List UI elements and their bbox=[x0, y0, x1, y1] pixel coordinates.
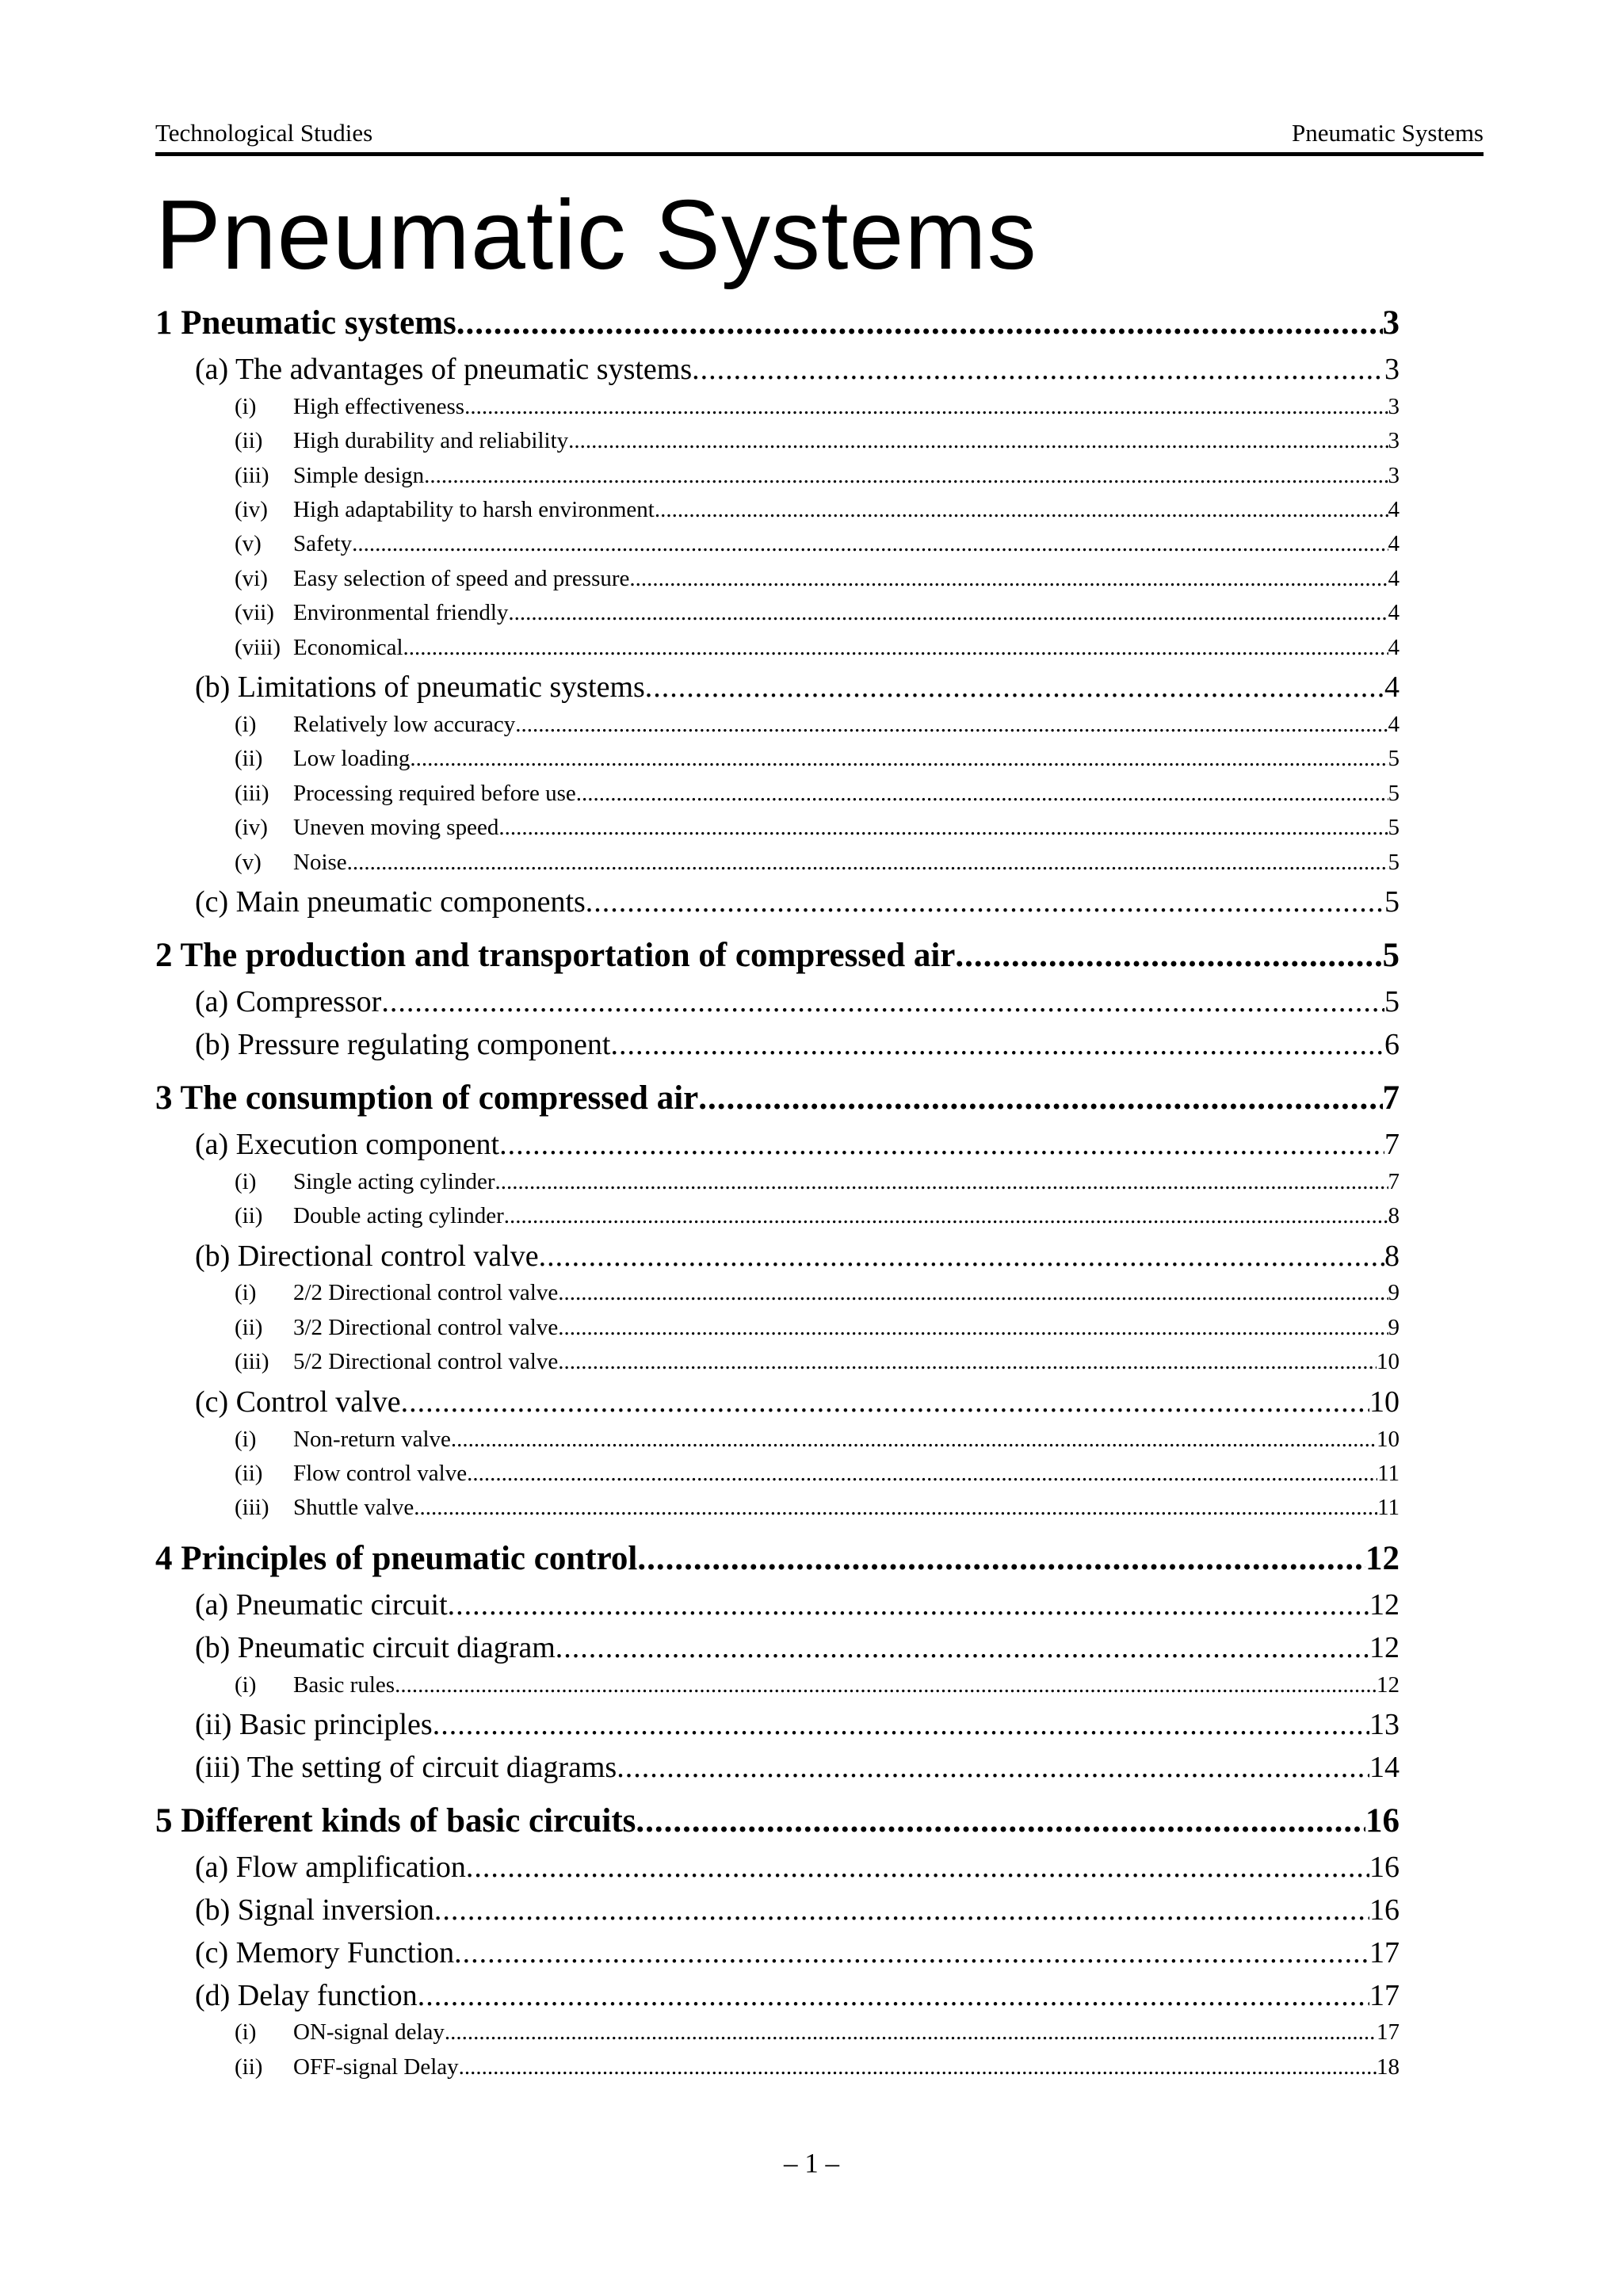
toc-dot-leader bbox=[352, 527, 1388, 560]
toc-entry-label: 5 Different kinds of basic circuits bbox=[155, 1802, 636, 1840]
toc-entry-level3[interactable] bbox=[235, 493, 1400, 526]
toc-entry-label: Economical bbox=[293, 634, 403, 660]
toc-entry-level2[interactable] bbox=[195, 883, 1400, 921]
toc-dot-leader bbox=[692, 350, 1384, 388]
toc-page-number: 10 bbox=[1369, 1385, 1400, 1419]
toc-entry-numeral: (v) bbox=[235, 531, 262, 557]
toc-page-number: 3 bbox=[1388, 393, 1400, 419]
toc-entry-label: 2/2 Directional control valve bbox=[293, 1280, 559, 1306]
toc-entry-level1[interactable] bbox=[155, 934, 1400, 978]
toc-dot-leader bbox=[381, 983, 1384, 1021]
toc-entry-label: 3/2 Directional control valve bbox=[293, 1314, 559, 1340]
toc-entry-label: Easy selection of speed and pressure bbox=[293, 565, 630, 591]
toc-entry-level3[interactable] bbox=[235, 596, 1400, 629]
toc-dot-leader bbox=[556, 1629, 1369, 1667]
toc-dot-leader bbox=[955, 934, 1382, 978]
toc-page-number: 4 bbox=[1388, 565, 1400, 591]
toc-dot-leader bbox=[610, 1026, 1384, 1064]
toc-dot-leader bbox=[636, 1799, 1365, 1843]
toc-page-number: 16 bbox=[1369, 1851, 1400, 1885]
toc-entry-label: Processing required before use bbox=[293, 780, 576, 806]
toc-entry-label: (b) Pneumatic circuit diagram bbox=[195, 1631, 556, 1665]
toc-entry-numeral: (i) bbox=[235, 1671, 257, 1698]
toc-page-number: 5 bbox=[1388, 815, 1400, 841]
toc-page-number: 4 bbox=[1388, 600, 1400, 626]
toc-page-number: 17 bbox=[1369, 1978, 1400, 2012]
toc-dot-leader bbox=[401, 1383, 1369, 1421]
toc-entry-label: (a) Flow amplification bbox=[195, 1851, 466, 1885]
toc-dot-leader bbox=[414, 1491, 1377, 1524]
toc-entry-label: Relatively low accuracy bbox=[293, 711, 516, 737]
toc-entry-level2[interactable] bbox=[195, 1934, 1400, 1972]
toc-page-number: 5 bbox=[1382, 937, 1400, 975]
toc-entry-level3[interactable] bbox=[235, 1668, 1400, 1702]
toc-dot-leader bbox=[459, 2050, 1377, 2084]
toc-entry-label: (a) Execution component bbox=[195, 1128, 500, 1162]
toc-entry-label: (iii) The setting of circuit diagrams bbox=[195, 1751, 617, 1785]
toc-dot-leader bbox=[467, 1457, 1377, 1490]
toc-page-number: 17 bbox=[1369, 1935, 1400, 1969]
toc-entry-label: Single acting cylinder bbox=[293, 1168, 495, 1194]
toc-entry-label: Shuttle valve bbox=[293, 1495, 414, 1521]
toc-entry-level3[interactable] bbox=[235, 811, 1400, 844]
toc-page-number: 3 bbox=[1388, 462, 1400, 488]
toc-entry-numeral: (ii) bbox=[235, 2053, 263, 2080]
toc-page-number: 4 bbox=[1388, 531, 1400, 557]
toc-dot-leader bbox=[410, 742, 1388, 775]
toc-entry-level2[interactable] bbox=[195, 668, 1400, 706]
toc-dot-leader bbox=[576, 777, 1388, 810]
toc-entry-numeral: (ii) bbox=[235, 1314, 263, 1340]
toc-page-number: 16 bbox=[1365, 1802, 1400, 1840]
toc-entry-level3[interactable] bbox=[235, 2015, 1400, 2049]
toc-entry-label: Flow control valve bbox=[293, 1460, 468, 1486]
toc-dot-leader bbox=[539, 1237, 1384, 1275]
toc-entry-numeral: (ii) bbox=[235, 428, 263, 454]
toc-entry-label: OFF-signal Delay bbox=[293, 2053, 459, 2080]
toc-page-number: 14 bbox=[1369, 1751, 1400, 1785]
toc-dot-leader bbox=[451, 1423, 1377, 1456]
toc-page-number: 11 bbox=[1377, 1495, 1400, 1521]
toc-entry-numeral: (iii) bbox=[235, 462, 269, 488]
document-title: Pneumatic Systems bbox=[155, 181, 1037, 290]
toc-dot-leader bbox=[698, 1076, 1382, 1121]
toc-entry-numeral: (i) bbox=[235, 393, 257, 419]
toc-page-number: 4 bbox=[1388, 634, 1400, 660]
toc-entry-label: (b) Limitations of pneumatic systems bbox=[195, 670, 645, 705]
toc-entry-numeral: (iii) bbox=[235, 1349, 269, 1375]
toc-dot-leader bbox=[418, 1977, 1369, 2015]
toc-entry-label: Uneven moving speed bbox=[293, 815, 499, 841]
toc-page-number: 10 bbox=[1377, 1349, 1400, 1375]
toc-entry-numeral: (v) bbox=[235, 849, 262, 875]
toc-page-number: 7 bbox=[1388, 1168, 1400, 1194]
toc-dot-leader bbox=[434, 1891, 1369, 1929]
toc-entry-level3[interactable] bbox=[235, 527, 1400, 560]
toc-page-number: 6 bbox=[1384, 1028, 1400, 1062]
toc-entry-level2[interactable] bbox=[195, 1629, 1400, 1667]
toc-entry-level1[interactable] bbox=[155, 301, 1400, 346]
toc-dot-leader bbox=[498, 811, 1388, 844]
toc-page-number: 8 bbox=[1384, 1239, 1400, 1273]
toc-entry-numeral: (i) bbox=[235, 711, 257, 737]
toc-entry-label: Low loading bbox=[293, 746, 411, 772]
running-header bbox=[155, 116, 1484, 156]
toc-entry-level2[interactable] bbox=[195, 1237, 1400, 1275]
toc-dot-leader bbox=[395, 1668, 1377, 1702]
toc-entry-label: 1 Pneumatic systems bbox=[155, 304, 456, 342]
toc-dot-leader bbox=[637, 1537, 1365, 1581]
toc-entry-label: Basic rules bbox=[293, 1671, 395, 1698]
toc-entry-numeral: (i) bbox=[235, 1168, 257, 1194]
toc-entry-numeral: (i) bbox=[235, 1280, 257, 1306]
toc-page-number: 12 bbox=[1365, 1540, 1400, 1578]
toc-entry-level3[interactable] bbox=[235, 742, 1400, 775]
toc-page-number: 18 bbox=[1377, 2053, 1400, 2080]
toc-entry-label: Noise bbox=[293, 849, 347, 875]
toc-entry-label: (b) Pressure regulating component bbox=[195, 1028, 611, 1062]
toc-page-number: 10 bbox=[1377, 1426, 1400, 1452]
toc-entry-label: 3 The consumption of compressed air bbox=[155, 1079, 699, 1117]
toc-dot-leader bbox=[445, 2015, 1377, 2049]
toc-dot-leader bbox=[508, 596, 1388, 629]
toc-entry-level3[interactable] bbox=[235, 708, 1400, 741]
toc-entry-level3[interactable] bbox=[235, 1311, 1400, 1344]
toc-dot-leader bbox=[456, 301, 1383, 346]
toc-page-number: 17 bbox=[1377, 2019, 1400, 2046]
toc-dot-leader bbox=[499, 1125, 1384, 1163]
toc-entry-label: (ii) Basic principles bbox=[195, 1708, 433, 1742]
toc-dot-leader bbox=[433, 1706, 1369, 1744]
toc-page-number: 5 bbox=[1384, 885, 1400, 919]
toc-entry-numeral: (ii) bbox=[235, 1460, 263, 1486]
toc-entry-numeral: (vi) bbox=[235, 565, 268, 591]
toc-dot-leader bbox=[655, 493, 1388, 526]
toc-entry-label: (b) Directional control valve bbox=[195, 1239, 539, 1273]
toc-entry-label: Double acting cylinder bbox=[293, 1203, 504, 1229]
toc-entry-label: Environmental friendly bbox=[293, 600, 509, 626]
toc-entry-numeral: (iii) bbox=[235, 780, 269, 806]
toc-entry-level3[interactable] bbox=[235, 2050, 1400, 2084]
toc-entry-level3[interactable] bbox=[235, 424, 1400, 457]
header-right-text: Pneumatic Systems bbox=[1292, 119, 1484, 147]
toc-page-number: 11 bbox=[1377, 1460, 1400, 1486]
toc-dot-leader bbox=[586, 883, 1384, 921]
toc-entry-label: (a) Pneumatic circuit bbox=[195, 1588, 448, 1622]
toc-entry-label: Non-return valve bbox=[293, 1426, 451, 1452]
toc-dot-leader bbox=[558, 1311, 1388, 1344]
toc-dot-leader bbox=[424, 459, 1388, 492]
toc-entry-level2[interactable] bbox=[195, 1891, 1400, 1929]
toc-entry-level2[interactable] bbox=[195, 350, 1400, 388]
toc-page-number: 4 bbox=[1384, 670, 1400, 705]
toc-page-number: 16 bbox=[1369, 1893, 1400, 1927]
toc-dot-leader bbox=[403, 631, 1388, 664]
toc-entry-level3[interactable] bbox=[235, 1457, 1400, 1490]
toc-entry-label: (d) Delay function bbox=[195, 1978, 418, 2012]
toc-page-number: 12 bbox=[1369, 1631, 1400, 1665]
toc-entry-level3[interactable] bbox=[235, 1491, 1400, 1524]
toc-dot-leader bbox=[645, 668, 1384, 706]
toc-entry-label: Simple design bbox=[293, 462, 425, 488]
toc-entry-level2[interactable] bbox=[195, 1383, 1400, 1421]
toc-entry-level2[interactable] bbox=[195, 1848, 1400, 1886]
toc-page-number: 12 bbox=[1377, 1671, 1400, 1698]
toc-entry-level3[interactable] bbox=[235, 1276, 1400, 1309]
toc-dot-leader bbox=[464, 390, 1388, 423]
toc-dot-leader bbox=[558, 1345, 1377, 1378]
toc-page-number: 8 bbox=[1388, 1203, 1400, 1229]
toc-entry-label: Safety bbox=[293, 531, 353, 557]
toc-entry-level1[interactable] bbox=[155, 1799, 1400, 1843]
toc-page-number: 5 bbox=[1388, 780, 1400, 806]
toc-dot-leader bbox=[617, 1748, 1369, 1786]
toc-page-number: 4 bbox=[1388, 496, 1400, 522]
toc-entry-label: 2 The production and transportation of compressed air bbox=[155, 937, 956, 975]
toc-entry-level2[interactable] bbox=[195, 1748, 1400, 1786]
toc-entry-label: (c) Memory Function bbox=[195, 1935, 455, 1969]
toc-entry-level3[interactable] bbox=[235, 1199, 1400, 1232]
toc-entry-level3[interactable] bbox=[235, 459, 1400, 492]
toc-dot-leader bbox=[558, 1276, 1388, 1309]
toc-page-number: 4 bbox=[1388, 711, 1400, 737]
toc-entry-level3[interactable] bbox=[235, 1423, 1400, 1456]
toc-entry-numeral: (ii) bbox=[235, 1203, 263, 1229]
toc-entry-numeral: (vii) bbox=[235, 600, 274, 626]
toc-entry-label: (b) Signal inversion bbox=[195, 1893, 434, 1927]
toc-page-number: 3 bbox=[1382, 304, 1400, 342]
toc-entry-level1[interactable] bbox=[155, 1076, 1400, 1121]
toc-entry-level2[interactable] bbox=[195, 1706, 1400, 1744]
toc-entry-level3[interactable] bbox=[235, 1345, 1400, 1378]
toc-dot-leader bbox=[629, 562, 1388, 595]
toc-entry-numeral: (i) bbox=[235, 1426, 257, 1452]
toc-page-number: 7 bbox=[1384, 1128, 1400, 1162]
toc-entry-level3[interactable] bbox=[235, 777, 1400, 810]
toc-page-number: 3 bbox=[1388, 428, 1400, 454]
toc-entry-label: High adaptability to harsh environment bbox=[293, 496, 655, 522]
toc-page-number: 5 bbox=[1388, 746, 1400, 772]
toc-entry-label: 4 Principles of pneumatic control bbox=[155, 1540, 638, 1578]
toc-dot-leader bbox=[504, 1199, 1388, 1232]
toc-dot-leader bbox=[347, 846, 1388, 879]
toc-entry-label: High durability and reliability bbox=[293, 428, 569, 454]
toc-dot-leader bbox=[515, 708, 1388, 741]
toc-dot-leader bbox=[495, 1165, 1388, 1198]
toc-dot-leader bbox=[448, 1586, 1369, 1624]
toc-entry-numeral: (i) bbox=[235, 2019, 257, 2046]
toc-dot-leader bbox=[454, 1934, 1369, 1972]
toc-entry-label: (c) Control valve bbox=[195, 1385, 401, 1419]
toc-entry-level3[interactable] bbox=[235, 390, 1400, 423]
toc-page-number: 7 bbox=[1382, 1079, 1400, 1117]
toc-entry-numeral: (iv) bbox=[235, 815, 268, 841]
toc-page-number: 5 bbox=[1384, 985, 1400, 1019]
toc-entry-level3[interactable] bbox=[235, 1165, 1400, 1198]
toc-page-number: 9 bbox=[1388, 1314, 1400, 1340]
toc-page-number: 12 bbox=[1369, 1588, 1400, 1622]
toc-entry-label: (c) Main pneumatic components bbox=[195, 885, 586, 919]
toc-entry-level3[interactable] bbox=[235, 562, 1400, 595]
toc-entry-label: 5/2 Directional control valve bbox=[293, 1349, 559, 1375]
toc-entry-label: (a) The advantages of pneumatic systems bbox=[195, 353, 693, 387]
toc-entry-numeral: (viii) bbox=[235, 634, 281, 660]
toc-entry-level3[interactable] bbox=[235, 846, 1400, 879]
toc-entry-level2[interactable] bbox=[195, 1586, 1400, 1624]
toc-page-number: 9 bbox=[1388, 1280, 1400, 1306]
toc-page-number: 3 bbox=[1384, 353, 1400, 387]
toc-entry-numeral: (iv) bbox=[235, 496, 268, 522]
toc-entry-level2[interactable] bbox=[195, 1125, 1400, 1163]
toc-entry-label: ON-signal delay bbox=[293, 2019, 445, 2046]
page-number: – 1 – bbox=[784, 2148, 839, 2179]
toc-entry-label: High effectiveness bbox=[293, 393, 465, 419]
toc-entry-level2[interactable] bbox=[195, 983, 1400, 1021]
toc-dot-leader bbox=[466, 1848, 1369, 1886]
toc-entry-level1[interactable] bbox=[155, 1537, 1400, 1581]
toc-entry-level3[interactable] bbox=[235, 631, 1400, 664]
toc-page-number: 13 bbox=[1369, 1708, 1400, 1742]
toc-entry-numeral: (ii) bbox=[235, 746, 263, 772]
header-left-text: Technological Studies bbox=[155, 119, 373, 147]
toc-entry-label: (a) Compressor bbox=[195, 985, 382, 1019]
toc-entry-level2[interactable] bbox=[195, 1977, 1400, 2015]
toc-dot-leader bbox=[568, 424, 1388, 457]
toc-entry-numeral: (iii) bbox=[235, 1495, 269, 1521]
toc-page-number: 5 bbox=[1388, 849, 1400, 875]
toc-entry-level2[interactable] bbox=[195, 1026, 1400, 1064]
